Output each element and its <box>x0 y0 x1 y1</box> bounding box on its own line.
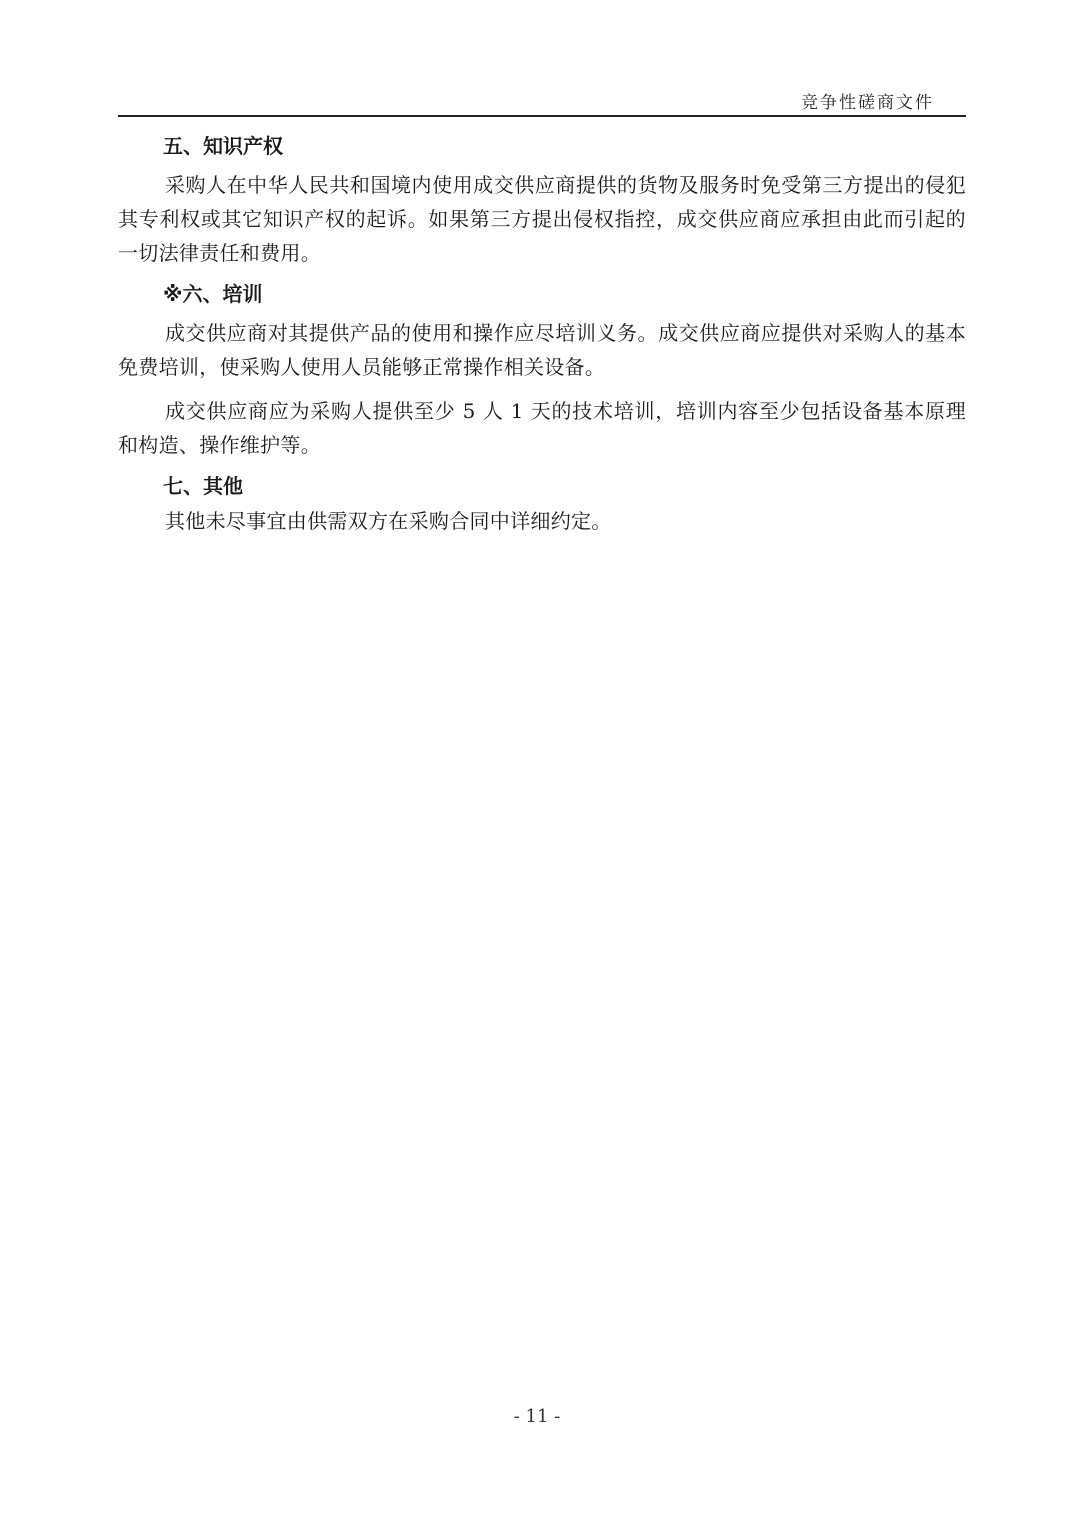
header-rule <box>118 115 966 117</box>
section-intellectual-property <box>118 128 966 270</box>
paragraph: 其他未尽事宜由供需双方在采购合同中详细约定。 <box>165 509 612 533</box>
section-heading: ※六、培训 <box>163 282 263 306</box>
paragraph: 成交供应商应为采购人提供至少 5 人 1 天的技术培训，培训内容至少包括设备基本原理和构造、操作维护等。 <box>118 399 966 457</box>
running-header: 竞争性磋商文件 <box>801 93 934 113</box>
section-training <box>118 276 966 462</box>
page-content <box>118 128 966 544</box>
paragraph: 成交供应商对其提供产品的使用和操作应尽培训义务。成交供应商应提供对采购人的基本免费培训，使采购人使用人员能够正常操作相关设备。 <box>118 321 966 379</box>
section-heading: 七、其他 <box>163 474 243 498</box>
section-other <box>118 468 966 538</box>
section-heading: 五、知识产权 <box>163 134 283 158</box>
paragraph: 采购人在中华人民共和国境内使用成交供应商提供的货物及服务时免受第三方提出的侵犯其专利权或其它知识产权的起诉。如果第三方提出侵权指控，成交供应商应承担由此而引起的一切法律责任和费用。 <box>118 173 966 265</box>
page-number: - 11 - <box>513 1406 561 1427</box>
